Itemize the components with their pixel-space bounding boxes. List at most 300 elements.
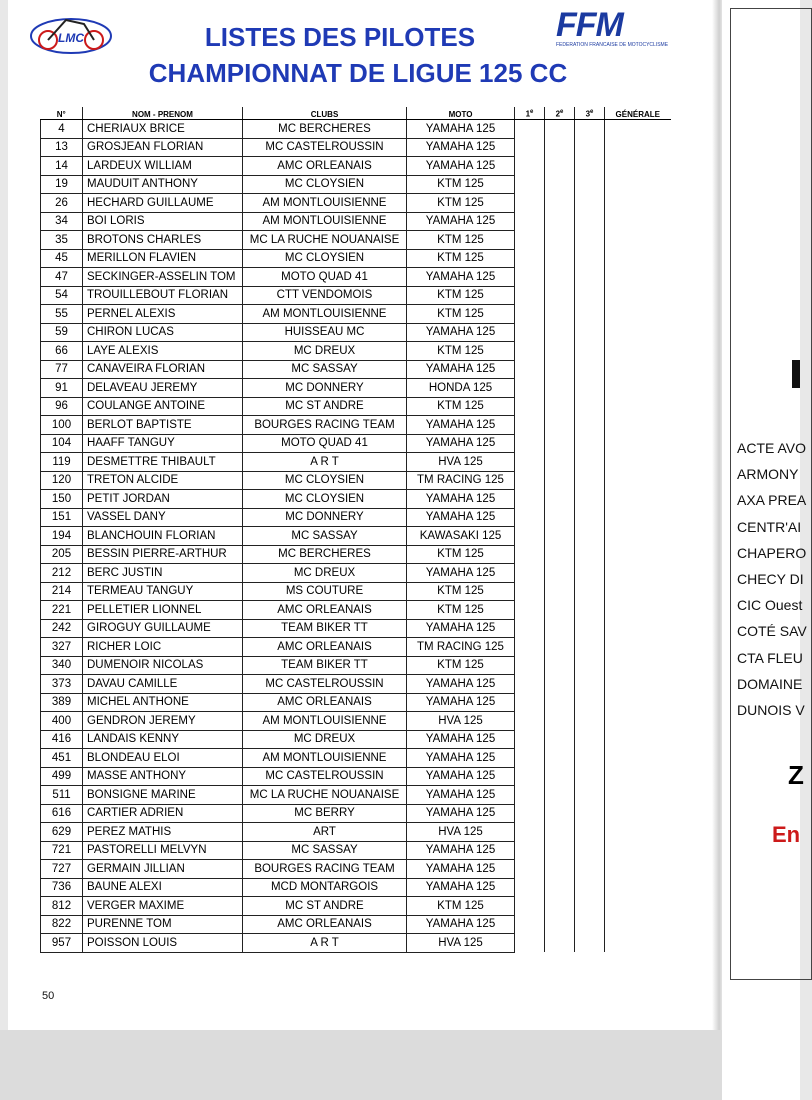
table-row: [41, 471, 671, 490]
cell-moto: YAMAHA 125: [407, 693, 515, 712]
cell-race1: [515, 157, 545, 176]
cell-race1: [515, 619, 545, 638]
cell-club: MC SASSAY: [243, 527, 407, 546]
cell-race2: [545, 897, 575, 916]
cell-race1: [515, 897, 545, 916]
cell-name: BAUNE ALEXI: [83, 878, 243, 897]
cell-race3: [575, 804, 605, 823]
cell-general: [605, 878, 671, 897]
table-row: [41, 897, 671, 916]
cell-race3: [575, 453, 605, 472]
cell-race2: [545, 212, 575, 231]
table-row: [41, 786, 671, 805]
cell-race2: [545, 527, 575, 546]
cell-general: [605, 120, 671, 139]
cell-general: [605, 212, 671, 231]
sponsor-item: CHAPERO: [737, 544, 807, 561]
cell-race3: [575, 212, 605, 231]
cell-num: 822: [41, 915, 83, 934]
table-row: [41, 397, 671, 416]
cell-name: PELLETIER LIONNEL: [83, 601, 243, 620]
cell-race2: [545, 878, 575, 897]
page-bottom-edge: [0, 1030, 722, 1100]
table-row: [41, 175, 671, 194]
col-header-general: GÉNÉRALE: [605, 107, 671, 120]
cell-race1: [515, 841, 545, 860]
cell-name: DUMENOIR NICOLAS: [83, 656, 243, 675]
cell-club: AMC ORLEANAIS: [243, 693, 407, 712]
cell-race2: [545, 767, 575, 786]
cell-race3: [575, 471, 605, 490]
cell-num: 451: [41, 749, 83, 768]
cell-name: COULANGE ANTOINE: [83, 397, 243, 416]
cell-moto: YAMAHA 125: [407, 508, 515, 527]
cell-moto: YAMAHA 125: [407, 564, 515, 583]
cell-general: [605, 860, 671, 879]
table-row: [41, 934, 671, 953]
cell-moto: KTM 125: [407, 601, 515, 620]
cell-name: BLANCHOUIN FLORIAN: [83, 527, 243, 546]
cell-num: 340: [41, 656, 83, 675]
table-row: [41, 342, 671, 361]
cell-race1: [515, 693, 545, 712]
cell-race3: [575, 490, 605, 509]
cell-general: [605, 619, 671, 638]
cell-num: 400: [41, 712, 83, 731]
cell-race1: [515, 416, 545, 435]
cell-race2: [545, 249, 575, 268]
sponsor-item: CTA FLEU: [737, 649, 803, 666]
cell-name: CHERIAUX BRICE: [83, 120, 243, 139]
cell-moto: YAMAHA 125: [407, 841, 515, 860]
cell-race1: [515, 194, 545, 213]
cell-num: 721: [41, 841, 83, 860]
cell-general: [605, 194, 671, 213]
cell-race1: [515, 212, 545, 231]
cell-general: [605, 749, 671, 768]
cell-num: 54: [41, 286, 83, 305]
cell-race2: [545, 712, 575, 731]
sponsor-item: CENTR'AI: [737, 518, 802, 535]
cell-club: MC DREUX: [243, 564, 407, 583]
cell-club: MC DREUX: [243, 342, 407, 361]
cell-club: A R T: [243, 453, 407, 472]
cell-moto: YAMAHA 125: [407, 749, 515, 768]
cell-num: 13: [41, 138, 83, 157]
cell-num: 120: [41, 471, 83, 490]
cell-race1: [515, 490, 545, 509]
cell-name: RICHER LOIC: [83, 638, 243, 657]
table-row: [41, 804, 671, 823]
cell-club: MC LA RUCHE NOUANAISE: [243, 231, 407, 250]
cell-name: PERNEL ALEXIS: [83, 305, 243, 324]
cell-moto: YAMAHA 125: [407, 434, 515, 453]
cell-club: MC DONNERY: [243, 379, 407, 398]
cell-name: SECKINGER-ASSELIN TOM: [83, 268, 243, 287]
cell-num: 77: [41, 360, 83, 379]
cell-club: BOURGES RACING TEAM: [243, 416, 407, 435]
cell-num: 616: [41, 804, 83, 823]
table-row: [41, 286, 671, 305]
col-header-moto: MOTO: [407, 107, 515, 120]
cell-club: AMC ORLEANAIS: [243, 601, 407, 620]
cell-club: TEAM BIKER TT: [243, 619, 407, 638]
cell-num: 14: [41, 157, 83, 176]
cell-num: 957: [41, 934, 83, 953]
cell-moto: YAMAHA 125: [407, 268, 515, 287]
cell-name: BOI LORIS: [83, 212, 243, 231]
cell-num: 214: [41, 582, 83, 601]
cell-general: [605, 934, 671, 953]
cell-race3: [575, 231, 605, 250]
cell-race2: [545, 693, 575, 712]
cell-general: [605, 138, 671, 157]
cell-race2: [545, 157, 575, 176]
cell-race2: [545, 434, 575, 453]
cell-name: MERILLON FLAVIEN: [83, 249, 243, 268]
cell-race1: [515, 249, 545, 268]
cell-moto: KTM 125: [407, 582, 515, 601]
cell-name: PETIT JORDAN: [83, 490, 243, 509]
cell-name: GROSJEAN FLORIAN: [83, 138, 243, 157]
cell-race1: [515, 379, 545, 398]
cell-general: [605, 416, 671, 435]
cell-general: [605, 360, 671, 379]
svg-text:LMC: LMC: [58, 31, 84, 45]
cell-moto: YAMAHA 125: [407, 157, 515, 176]
table-row: [41, 268, 671, 287]
cell-club: MC CLOYSIEN: [243, 490, 407, 509]
cell-name: BONSIGNE MARINE: [83, 786, 243, 805]
cell-name: CHIRON LUCAS: [83, 323, 243, 342]
cell-moto: KTM 125: [407, 286, 515, 305]
pilots-table: [40, 107, 671, 953]
cell-race2: [545, 175, 575, 194]
cell-race3: [575, 767, 605, 786]
cell-race1: [515, 675, 545, 694]
cell-race3: [575, 675, 605, 694]
cell-general: [605, 508, 671, 527]
cell-club: MC ST ANDRE: [243, 897, 407, 916]
cell-race3: [575, 693, 605, 712]
cell-club: MC DREUX: [243, 730, 407, 749]
cell-general: [605, 582, 671, 601]
cell-club: MC BERCHERES: [243, 120, 407, 139]
table-row: [41, 860, 671, 879]
cell-general: [605, 897, 671, 916]
cell-moto: YAMAHA 125: [407, 804, 515, 823]
cell-moto: HVA 125: [407, 712, 515, 731]
cell-race1: [515, 360, 545, 379]
table-row: [41, 305, 671, 324]
cell-race2: [545, 379, 575, 398]
cell-name: VERGER MAXIME: [83, 897, 243, 916]
cell-race1: [515, 582, 545, 601]
cell-moto: KTM 125: [407, 194, 515, 213]
cell-moto: HVA 125: [407, 934, 515, 953]
table-row: [41, 656, 671, 675]
page-title: LISTES DES PILOTES: [204, 22, 476, 52]
cell-name: PASTORELLI MELVYN: [83, 841, 243, 860]
cell-race2: [545, 138, 575, 157]
table-row: [41, 490, 671, 509]
table-row: [41, 749, 671, 768]
cell-moto: HVA 125: [407, 453, 515, 472]
cell-general: [605, 342, 671, 361]
cell-race3: [575, 194, 605, 213]
cell-general: [605, 231, 671, 250]
cell-race3: [575, 601, 605, 620]
cell-race2: [545, 471, 575, 490]
cell-race1: [515, 323, 545, 342]
cell-race3: [575, 138, 605, 157]
cell-name: BROTONS CHARLES: [83, 231, 243, 250]
cell-race1: [515, 138, 545, 157]
cell-general: [605, 804, 671, 823]
sponsor-item: DUNOIS V: [737, 702, 805, 718]
table-row: [41, 545, 671, 564]
cell-race1: [515, 878, 545, 897]
cell-moto: HVA 125: [407, 823, 515, 842]
cell-general: [605, 638, 671, 657]
cell-race1: [515, 471, 545, 490]
cell-moto: YAMAHA 125: [407, 138, 515, 157]
cell-moto: TM RACING 125: [407, 471, 515, 490]
cell-race1: [515, 601, 545, 620]
cell-moto: YAMAHA 125: [407, 323, 515, 342]
lmc-logo: [28, 10, 114, 58]
cell-race3: [575, 360, 605, 379]
cell-race3: [575, 730, 605, 749]
table-row: [41, 564, 671, 583]
cell-club: AM MONTLOUISIENNE: [243, 305, 407, 324]
cell-race3: [575, 656, 605, 675]
cell-race2: [545, 508, 575, 527]
cell-general: [605, 601, 671, 620]
cell-num: 511: [41, 786, 83, 805]
cell-club: AMC ORLEANAIS: [243, 638, 407, 657]
cell-general: [605, 249, 671, 268]
cell-race2: [545, 730, 575, 749]
cell-race1: [515, 175, 545, 194]
cell-name: TRETON ALCIDE: [83, 471, 243, 490]
cell-general: [605, 786, 671, 805]
cell-general: [605, 379, 671, 398]
cell-race1: [515, 804, 545, 823]
cell-race1: [515, 786, 545, 805]
table-row: [41, 638, 671, 657]
cell-club: A R T: [243, 934, 407, 953]
cell-num: 59: [41, 323, 83, 342]
cell-race2: [545, 786, 575, 805]
cell-name: HAAFF TANGUY: [83, 434, 243, 453]
table-row: [41, 453, 671, 472]
cell-race1: [515, 749, 545, 768]
sponsor-item: ACTE AVO: [737, 440, 806, 456]
cell-num: 389: [41, 693, 83, 712]
cell-name: TROUILLEBOUT FLORIAN: [83, 286, 243, 305]
cell-name: LANDAIS KENNY: [83, 730, 243, 749]
cell-name: GERMAIN JILLIAN: [83, 860, 243, 879]
cell-race2: [545, 582, 575, 601]
cell-num: 416: [41, 730, 83, 749]
table-header-row: [41, 107, 671, 120]
cell-general: [605, 915, 671, 934]
cell-moto: YAMAHA 125: [407, 915, 515, 934]
cell-club: MC CASTELROUSSIN: [243, 675, 407, 694]
ffm-logo-text: FFM: [556, 6, 623, 44]
cell-race1: [515, 656, 545, 675]
cell-num: 373: [41, 675, 83, 694]
cell-moto: YAMAHA 125: [407, 360, 515, 379]
table-row: [41, 712, 671, 731]
cell-race3: [575, 712, 605, 731]
cell-general: [605, 305, 671, 324]
cell-race3: [575, 342, 605, 361]
table-row: [41, 878, 671, 897]
cell-race1: [515, 730, 545, 749]
table-row: [41, 323, 671, 342]
cell-race3: [575, 564, 605, 583]
cell-num: 150: [41, 490, 83, 509]
cell-num: 35: [41, 231, 83, 250]
table-row: [41, 675, 671, 694]
cell-race1: [515, 934, 545, 953]
cell-race3: [575, 934, 605, 953]
cell-race2: [545, 397, 575, 416]
cell-race2: [545, 342, 575, 361]
cell-race3: [575, 397, 605, 416]
col-header-race3: 3e: [575, 107, 605, 120]
cell-race3: [575, 120, 605, 139]
table-row: [41, 601, 671, 620]
cell-name: BLONDEAU ELOI: [83, 749, 243, 768]
sponsor-item: CHECY DI: [737, 571, 804, 587]
table-row: [41, 138, 671, 157]
cell-moto: KTM 125: [407, 231, 515, 250]
cell-race3: [575, 416, 605, 435]
cell-moto: HONDA 125: [407, 379, 515, 398]
sponsor-item: CIC Ouest: [737, 597, 803, 614]
cell-race3: [575, 527, 605, 546]
cell-race2: [545, 305, 575, 324]
cell-name: CARTIER ADRIEN: [83, 804, 243, 823]
cell-general: [605, 397, 671, 416]
cell-race1: [515, 305, 545, 324]
cell-club: HUISSEAU MC: [243, 323, 407, 342]
cell-race2: [545, 268, 575, 287]
cell-num: 45: [41, 249, 83, 268]
cell-general: [605, 545, 671, 564]
table-row: [41, 157, 671, 176]
cell-general: [605, 730, 671, 749]
cell-general: [605, 656, 671, 675]
cell-race1: [515, 508, 545, 527]
page-number: 50: [42, 990, 55, 1002]
cell-race1: [515, 231, 545, 250]
cell-num: 19: [41, 175, 83, 194]
cell-num: 194: [41, 527, 83, 546]
cell-race3: [575, 305, 605, 324]
cell-moto: YAMAHA 125: [407, 730, 515, 749]
table-row: [41, 194, 671, 213]
cell-club: AM MONTLOUISIENNE: [243, 212, 407, 231]
cell-club: MCD MONTARGOIS: [243, 878, 407, 897]
cell-num: 91: [41, 379, 83, 398]
cell-club: MC SASSAY: [243, 360, 407, 379]
col-header-name: NOM - PRENOM: [83, 107, 243, 120]
cell-race1: [515, 767, 545, 786]
cell-name: MAUDUIT ANTHONY: [83, 175, 243, 194]
cell-moto: KTM 125: [407, 897, 515, 916]
cell-race1: [515, 915, 545, 934]
cell-name: PEREZ MATHIS: [83, 823, 243, 842]
table-row: [41, 582, 671, 601]
right-page-red-text: En: [772, 822, 801, 847]
cell-race2: [545, 860, 575, 879]
cell-name: PURENNE TOM: [83, 915, 243, 934]
cell-general: [605, 712, 671, 731]
cell-club: ART: [243, 823, 407, 842]
cell-num: 47: [41, 268, 83, 287]
cell-num: 629: [41, 823, 83, 842]
cell-num: 499: [41, 767, 83, 786]
table-row: [41, 841, 671, 860]
cell-club: MOTO QUAD 41: [243, 268, 407, 287]
cell-general: [605, 527, 671, 546]
cell-club: CTT VENDOMOIS: [243, 286, 407, 305]
col-header-race1: 1e: [515, 107, 545, 120]
cell-race1: [515, 453, 545, 472]
cell-race1: [515, 860, 545, 879]
cell-num: 55: [41, 305, 83, 324]
table-row: [41, 212, 671, 231]
cell-general: [605, 675, 671, 694]
cell-race3: [575, 897, 605, 916]
cell-race2: [545, 823, 575, 842]
cell-num: 221: [41, 601, 83, 620]
col-header-club: CLUBS: [243, 107, 407, 120]
table-row: [41, 619, 671, 638]
lmc-logo-icon: [28, 10, 114, 58]
ffm-logo-subtitle: FEDERATION FRANCAISE DE MOTOCYCLISME: [556, 42, 669, 48]
cell-race3: [575, 841, 605, 860]
cell-club: MC CLOYSIEN: [243, 175, 407, 194]
table-row: [41, 693, 671, 712]
cell-general: [605, 823, 671, 842]
cell-club: MC DONNERY: [243, 508, 407, 527]
table-row: [41, 360, 671, 379]
cell-race3: [575, 878, 605, 897]
cell-club: MC LA RUCHE NOUANAISE: [243, 786, 407, 805]
cell-race3: [575, 638, 605, 657]
cell-general: [605, 841, 671, 860]
cell-club: MC BERCHERES: [243, 545, 407, 564]
cell-num: 327: [41, 638, 83, 657]
cell-moto: KTM 125: [407, 305, 515, 324]
cell-general: [605, 323, 671, 342]
cell-race3: [575, 823, 605, 842]
cell-num: 242: [41, 619, 83, 638]
cell-race2: [545, 656, 575, 675]
cell-race2: [545, 601, 575, 620]
cell-race1: [515, 823, 545, 842]
cell-race2: [545, 323, 575, 342]
cell-general: [605, 471, 671, 490]
cell-race3: [575, 749, 605, 768]
cell-race2: [545, 804, 575, 823]
cell-race3: [575, 860, 605, 879]
